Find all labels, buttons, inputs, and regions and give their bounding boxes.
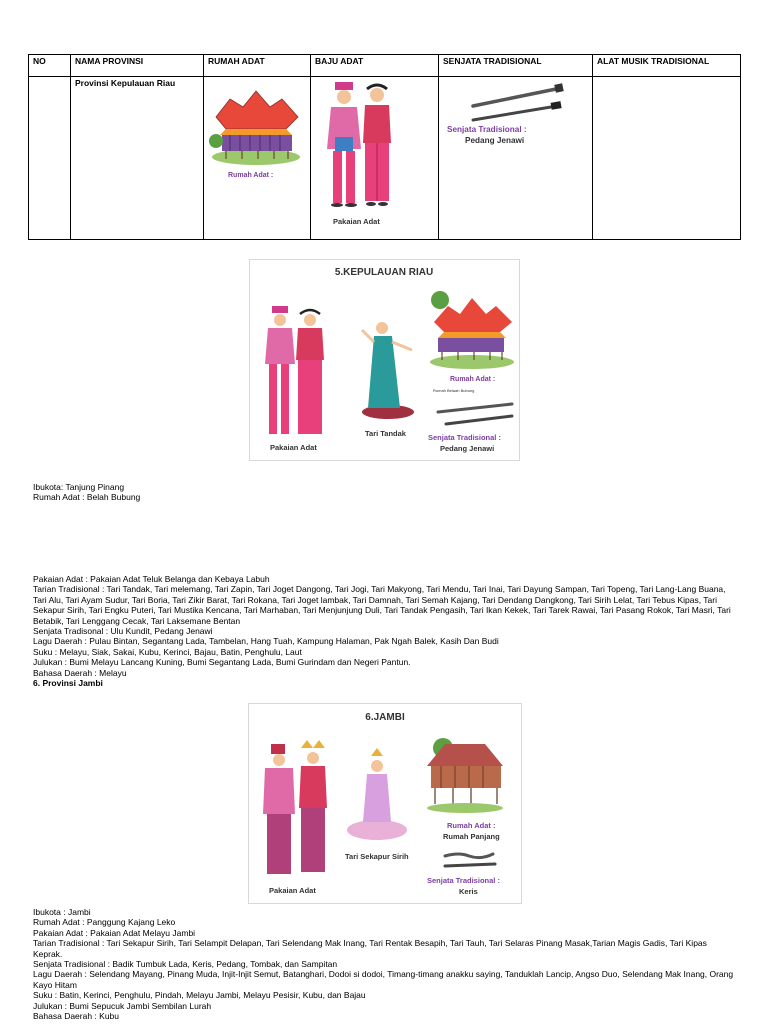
header-alat-musik: ALAT MUSIK TRADISIONAL [593, 55, 741, 77]
jambi-couple-illustration [263, 740, 327, 874]
jambi-poster-title: 6.JAMBI [365, 712, 405, 723]
cell-baju-adat [311, 77, 439, 240]
kepri-poster [249, 259, 520, 461]
rumah-caption: Rumah Adat : [228, 172, 274, 179]
kepri-lagu: Lagu Daerah : Pulau Bintan, Segantang Lada, Tambelan, Hang Tuah, Kampung Halaman, Pak Ngah Balek, Kasih Dan Budi [33, 636, 499, 647]
header-rumah-adat: RUMAH ADAT [204, 55, 311, 77]
tari-sekapur-sirih-illustration [347, 748, 407, 840]
jambi-suku: Suku : Batin, Kerinci, Penghulu, Pindah, Melayu Jambi, Melayu Pesisir, Kubu, dan Bajau [33, 990, 366, 1001]
tari-tandak-illustration [362, 322, 414, 419]
kepri-julukan: Julukan : Bumi Melayu Lancang Kuning, Bumi Segantang Lada, Bumi Gurindam dan Negeri Pantun. [33, 657, 411, 668]
jambi-info [33, 907, 738, 1021]
header-no: NO [29, 55, 71, 77]
kepri-bahasa: Bahasa Daerah : Melayu [33, 667, 127, 678]
jambi-cap-rumah-1: Rumah Adat : [447, 821, 496, 830]
jambi-lagu: Lagu Daerah : Selendang Mayang, Pinang Muda, Injit-Injit Semut, Batanghari, Dodoi si dodoi, Timang-timang anakku saying, Tanduklah Lancip, Angso Duo, Selendang Mak Inang, Orang Kayo Hitam [33, 969, 734, 990]
kepri-poster-title: 5.KEPULAUAN RIAU [334, 267, 434, 278]
jambi-cap-pakaian: Pakaian Adat [269, 886, 316, 895]
kepri-cap-pakaian: Pakaian Adat [270, 443, 317, 452]
kepri-suku: Suku : Melayu, Siak, Sakai, Kubu, Kerinci, Bajau, Batin, Penghulu, Laut [33, 646, 302, 657]
jambi-ibukota: Ibukota : Jambi [33, 907, 91, 917]
jambi-cap-rumah-2: Rumah Panjang [443, 832, 500, 841]
senjata-caption-2: Pedang Jenawi [465, 136, 525, 145]
jambi-house-illustration [427, 738, 503, 813]
baju-caption: Pakaian Adat [333, 217, 380, 226]
kepri-pakaian-adat: Pakaian Adat : Pakaian Adat Teluk Belanga dan Kebaya Labuh [33, 574, 270, 584]
jambi-cap-tari: Tari Sekapur Sirih [345, 852, 409, 861]
kepri-cap-senjata-2: Pedang Jenawi [440, 444, 495, 453]
kepri-cap-rumah-small: Rumah Belaah Bubung [433, 388, 475, 393]
senjata-image [443, 80, 569, 160]
jambi-bahasa: Bahasa Daerah : Kubu [33, 1011, 120, 1022]
cell-senjata [439, 77, 593, 240]
jambi-cap-senjata-1: Senjata Tradisional : [427, 876, 500, 885]
jambi-pakaian-adat: Pakaian Adat : Pakaian Adat Melayu Jambi [33, 927, 196, 938]
rumah-adat-image [208, 77, 306, 192]
table-row [29, 77, 741, 240]
kepri-senjata: Senjata Tradisonal : Ulu Kundit, Pedang Jenawi [33, 626, 213, 637]
kepri-ibukota: Ibukota: Tanjung Pinang [33, 482, 125, 492]
header-nama-provinsi: NAMA PROVINSI [71, 55, 204, 77]
province-table [28, 54, 741, 240]
jambi-julukan: Julukan : Bumi Sepucuk Jambi Sembilan Lurah [33, 1000, 212, 1011]
kepri-info-main [33, 574, 738, 688]
jambi-cap-senjata-2: Keris [459, 887, 478, 896]
kepri-house-illustration [430, 291, 514, 369]
jambi-tarian: Tarian Tradisional : Tari Sekapur Sirih, Tari Selampit Delapan, Tari Selendang Mak Inang, Tari Rentak Besapih, Tari Tauh, Tari Selaras Pinang Masak,Tarian Magis Gadis, Tari Kipas Keprak. [33, 938, 707, 959]
kepri-info-top [33, 482, 738, 503]
jambi-heading: 6. Provinsi Jambi [33, 678, 103, 689]
cell-rumah-adat [204, 77, 311, 240]
cell-province: Provinsi Kepulauan Riau [71, 77, 204, 240]
kepri-rumah-adat: Rumah Adat : Belah Bubung [33, 492, 141, 503]
jambi-rumah-adat: Rumah Adat : Panggung Kajang Leko [33, 917, 176, 928]
table-header-row [29, 55, 741, 77]
kepri-couple-illustration [265, 306, 324, 434]
kepri-cap-tari: Tari Tandak [365, 429, 406, 438]
header-baju-adat: BAJU ADAT [311, 55, 439, 77]
kepri-cap-senjata-1: Senjata Tradisional : [428, 433, 501, 442]
header-senjata-tradisional: SENJATA TRADISIONAL [439, 55, 593, 77]
baju-adat-image [315, 77, 415, 232]
jambi-senjata: Senjata Tradisional : Badik Tumbuk Lada, Keris, Pedang, Tombak, dan Sampitan [33, 959, 338, 970]
cell-no [29, 77, 71, 240]
senjata-caption-1: Senjata Tradisional : [447, 125, 527, 134]
jambi-poster [248, 703, 522, 904]
kepri-cap-rumah: Rumah Adat : [450, 376, 496, 383]
kepri-tarian: Tarian Tradisional : Tari Tandak, Tari melemang, Tari Zapin, Tari Joget Dangong, Tari Jogi, Tari Makyong, Tari Mendu, Tari Inai, Tari Dayung Sampan, Tari Topeng, Tari Lang-Lang Buana, Tari Alu, Tari Ayam Sudur, Tari Boria, Tari Zikir Barat, Tari Rokana, Tari Joget lambak, Tari Damnah, Tari Semah Kajang, Tari Dendang Dangkong, Tari Sirih Lelat, Tari Tebus Kipas, Tari Sekapur Sirih, Tari Engku Puteri, Tari Mustika Kencana, Tari Marhaban, Tari Menjunjung Duli, Tari Tandak Pengasih, Tari Ikan Kekek, Tari Tarek Rawai, Tari Pasang Rokok, Tari Masri, Tari Betabik, Tari Lenggang Cecak, Tari Laksemane Bentan [33, 584, 731, 626]
cell-alat-musik [593, 77, 741, 240]
